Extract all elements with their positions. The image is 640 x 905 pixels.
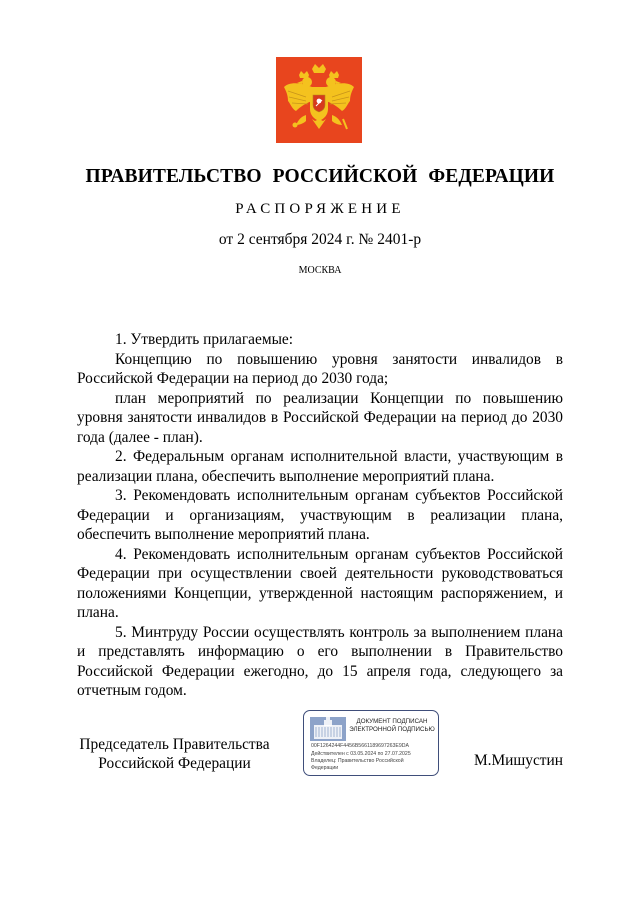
signatory-name: М.Мишустин [473,752,563,769]
stamp-owner: Федерации [311,765,339,771]
paragraph: 1. Утвердить прилагаемые: [115,331,294,348]
signatory-position [77,735,272,773]
paragraph: план мероприятий по реализации Концепции по повышению уровня занятости инвалидов в Российской Федерации на период до 2030 года (далее - план). [77,389,563,446]
paragraph: 5. Минтруду России осуществлять контроль за выполнением плана и представлять информацию о его выполнении в Правительство Российской Федерации ежегодно, до 15 апреля года, следующего за отчетным годом. [77,623,563,699]
government-building-icon [310,717,346,741]
stamp-heading-line: ЭЛЕКТРОННОЙ ПОДПИСЬЮ [349,726,435,733]
signatory-position-line: Российской Федерации [98,755,251,772]
stamp-owner: Владелец: Правительство Российской [311,758,404,764]
stamp-certificate: 00F1264244F4456B5661189697263E9DA [311,743,409,749]
stamp-heading [348,718,436,734]
paragraph: 3. Рекомендовать исполнительным органам субъектов Российской Федерации и организациям, участвующим в реализации плана, обеспечить выполнение мероприятий плана. [77,487,563,543]
signatory-position-line: Председатель Правительства [79,736,270,753]
document-type: РАСПОРЯЖЕНИЕ [235,201,405,217]
coat-of-arms-emblem [276,57,362,143]
stamp-heading-line: ДОКУМЕНТ ПОДПИСАН [356,718,428,725]
double-headed-eagle-icon [276,57,362,143]
paragraph: 4. Рекомендовать исполнительным органам субъектов Российской Федерации при осуществлении своей деятельности руководствоваться положениями Концепции, утвержденной настоящим распоряжением, и плана. [77,545,563,621]
document-date-number: от 2 сентября 2024 г. № 2401-р [218,231,422,248]
city-name: МОСКВА [298,265,342,276]
government-title: ПРАВИТЕЛЬСТВО РОССИЙСКОЙ ФЕДЕРАЦИИ [85,166,555,187]
paragraph: 2. Федеральным органам исполнительной власти, участвующим в реализации плана, обеспечить выполнение мероприятий плана. [77,448,563,485]
paragraph: Концепцию по повышению уровня занятости инвалидов в Российской Федерации на период до 2030 года; [77,350,563,387]
electronic-signature-stamp [303,710,439,776]
document-body [77,330,563,701]
stamp-validity: Действителен с 03.05.2024 по 27.07.2025 [311,751,411,757]
